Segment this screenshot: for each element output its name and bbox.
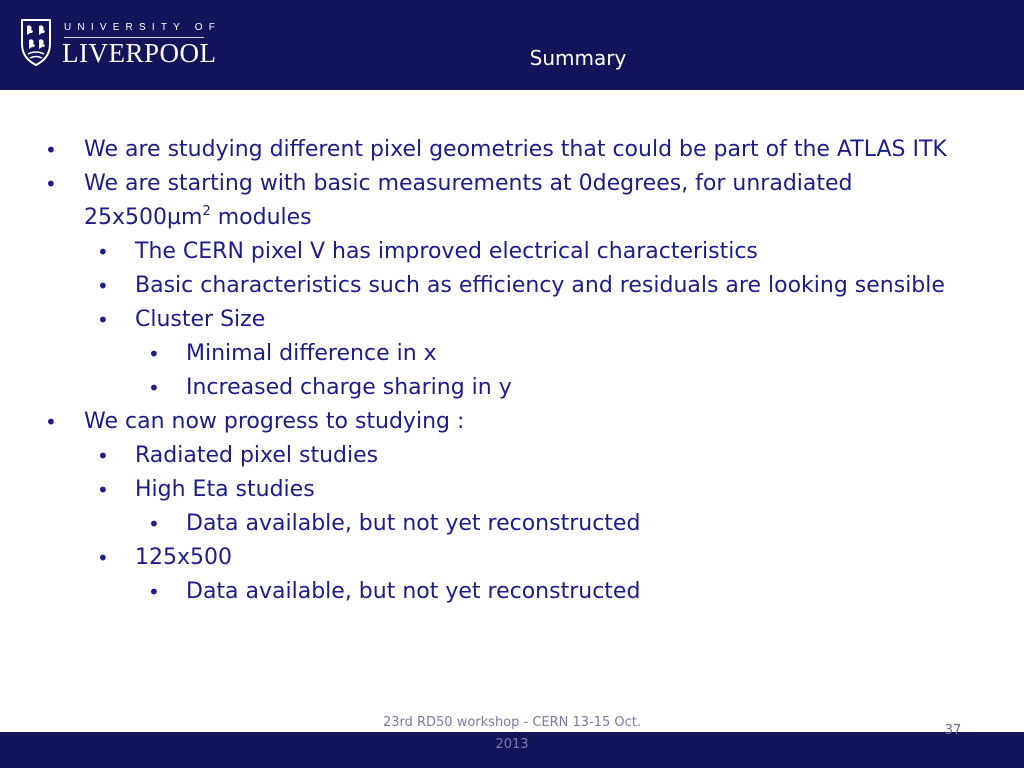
bullet-text-part: 25x500µm xyxy=(84,205,203,230)
bullet-dot: • xyxy=(148,580,160,604)
slide-title: Summary xyxy=(529,46,627,70)
bullet-dot: • xyxy=(148,342,160,366)
slide-header xyxy=(0,0,1024,90)
bullet-text: Data available, but not yet reconstructed xyxy=(186,511,641,536)
superscript: 2 xyxy=(202,204,211,219)
footer-event-line2: 2013 xyxy=(495,737,529,752)
footer-event-line1: 23rd RD50 workshop - CERN 13-15 Oct. xyxy=(382,715,642,730)
bullet-dot: • xyxy=(97,546,109,570)
bullet-text: The CERN pixel V has improved electrical characteristics xyxy=(135,239,758,264)
bullet-text: Cluster Size xyxy=(135,307,266,332)
crest-icon xyxy=(20,18,52,66)
bullet-text xyxy=(84,201,312,235)
bullet-text: Radiated pixel studies xyxy=(135,443,379,468)
bullet-dot: • xyxy=(148,376,160,400)
bullet-text: 125x500 xyxy=(135,545,233,570)
bullet-text-part: modules xyxy=(210,205,312,230)
logo-university-of: UNIVERSITY OF xyxy=(64,22,222,33)
footer-event xyxy=(360,712,664,756)
page-number: 37 xyxy=(944,723,962,738)
bullet-dot: • xyxy=(97,444,109,468)
bullet-text: Data available, but not yet reconstructed xyxy=(186,579,641,604)
bullet-text: We are starting with basic measurements at 0degrees, for unradiated xyxy=(84,171,853,196)
bullet-dot: • xyxy=(97,240,109,264)
bullet-dot: • xyxy=(97,274,109,298)
bullet-text: We can now progress to studying : xyxy=(84,409,465,434)
bullet-dot: • xyxy=(97,478,109,502)
bullet-dot: • xyxy=(45,138,57,162)
bullet-text: Increased charge sharing in y xyxy=(186,375,512,400)
bullet-text: Minimal difference in x xyxy=(186,341,437,366)
bullet-text: High Eta studies xyxy=(135,477,315,502)
bullet-dot: • xyxy=(45,410,57,434)
bullet-dot: • xyxy=(97,308,109,332)
bullet-dot: • xyxy=(148,512,160,536)
bullet-text: We are studying different pixel geometries that could be part of the ATLAS ITK xyxy=(84,137,947,162)
bullet-text: Basic characteristics such as efficiency and residuals are looking sensible xyxy=(135,273,945,298)
bullet-dot: • xyxy=(45,172,57,196)
logo-liverpool: LIVERPOOL xyxy=(62,38,217,68)
